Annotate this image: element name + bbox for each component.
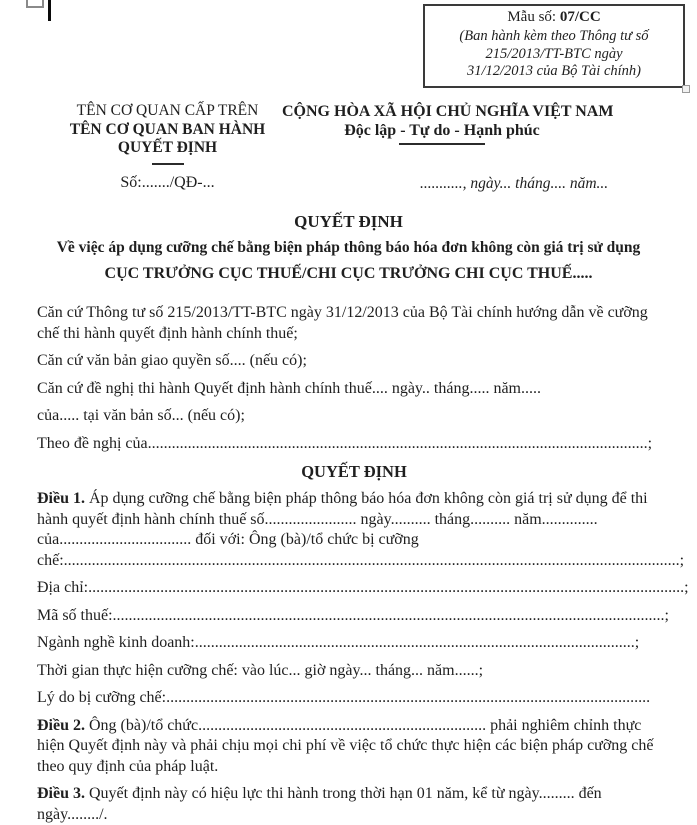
form-note xyxy=(429,28,679,81)
body-line xyxy=(37,805,671,825)
line-text: Mã số thuế:..........................................................................................................................................; xyxy=(37,607,669,624)
decision-subject: Về việc áp dụng cưỡng chế bằng biện pháp thông báo hóa đơn không còn giá trị sử dụng xyxy=(0,239,697,257)
line-text: Áp dụng cưỡng chế bằng biện pháp thông báo hóa đơn không còn giá trị sử dụng để thi xyxy=(85,490,648,507)
form-note-line: (Ban hành kèm theo Thông tư số xyxy=(429,28,679,46)
body-line xyxy=(37,716,671,737)
line-text: chế thi hành quyết định hành chính thuế; xyxy=(37,325,298,342)
article-label: Điều 3. xyxy=(37,785,85,802)
body-line xyxy=(37,688,671,709)
issuing-authority: CỤC TRƯỞNG CỤC THUẾ/CHI CỤC TRƯỞNG CHI CỤC THUẾ..... xyxy=(0,265,697,283)
body-line xyxy=(37,406,671,427)
body-line xyxy=(37,510,671,531)
body-line xyxy=(37,379,671,400)
body-line xyxy=(37,633,671,654)
line-text: Căn cứ đề nghị thi hành Quyết định hành chính thuế.... ngày.. tháng..... năm..... xyxy=(37,380,541,397)
body-line xyxy=(37,661,671,682)
line-text: của..... tại văn bản số... (nếu có); xyxy=(37,407,245,424)
line-text: Theo đề nghị của.............................................................................................................................; xyxy=(37,435,652,452)
body-line xyxy=(37,757,671,778)
header-left-block xyxy=(35,102,300,192)
org-superior-name: TÊN CƠ QUAN CẤP TRÊN xyxy=(35,102,300,121)
body-line xyxy=(37,489,671,510)
line-text: hành quyết định hành chính thuế số....................... ngày.......... tháng.......... năm.............. xyxy=(37,511,598,528)
line-text: theo quy định của pháp luật. xyxy=(37,758,218,775)
body-line xyxy=(37,784,671,805)
form-note-line: 215/2013/TT-BTC ngày xyxy=(429,46,679,64)
line-text: ngày......../. xyxy=(37,806,108,823)
body-line xyxy=(37,530,671,551)
body-line xyxy=(37,324,671,345)
line-text: Ngành nghề kinh doanh:..............................................................................................................; xyxy=(37,634,639,651)
line-text: Quyết định này có hiệu lực thi hành trong thời hạn 01 năm, kể từ ngày......... đến xyxy=(85,785,602,802)
header-divider-left xyxy=(152,163,184,165)
body-line xyxy=(37,736,671,757)
body-line xyxy=(37,578,671,599)
line-text: hiện Quyết định này và phải chịu mọi chi phí về việc tổ chức thực hiện các biện pháp cưỡng chế xyxy=(37,737,654,754)
national-header-block xyxy=(282,102,602,145)
body-line xyxy=(37,303,671,324)
form-note-line: 31/12/2013 của Bộ Tài chính) xyxy=(429,63,679,81)
national-title: CỘNG HÒA XÃ HỘI CHỦ NGHĨA VIỆT NAM xyxy=(282,102,602,121)
line-text: Địa chỉ:.....................................................................................................................................................; xyxy=(37,579,689,596)
document-body xyxy=(37,296,671,825)
title-block xyxy=(0,212,697,283)
decision-heading: QUYẾT ĐỊNH xyxy=(37,461,671,482)
body-line xyxy=(37,606,671,627)
decision-title: QUYẾT ĐỊNH xyxy=(0,212,697,232)
text-cursor xyxy=(48,0,51,21)
line-text: của................................. đối với: Ông (bà)/tổ chức bị cưỡng xyxy=(37,531,419,548)
form-number-line xyxy=(429,8,679,27)
paragraph-anchor-handle xyxy=(26,0,44,8)
org-issuer-name: TÊN CƠ QUAN BAN HÀNH xyxy=(35,121,300,140)
decision-number-line: Số:......./QĐ-... xyxy=(35,174,300,192)
line-text: Ông (bà)/tổ chức........................................................................ phải nghiêm chỉnh thực xyxy=(85,717,641,734)
form-number-label: Mẫu số: xyxy=(507,9,556,25)
place-date-line: ..........., ngày... tháng.... năm... xyxy=(420,175,608,193)
body-line xyxy=(37,551,671,572)
body-line xyxy=(37,434,671,455)
line-text: Căn cứ văn bản giao quyền số.... (nếu có); xyxy=(37,352,307,369)
line-text: Lý do bị cưỡng chế:......................................................................................................................... xyxy=(37,689,650,706)
line-text: chế:..........................................................................................................................................................; xyxy=(37,552,684,569)
line-text: Thời gian thực hiện cưỡng chế: vào lúc... giờ ngày... tháng... năm......; xyxy=(37,662,483,679)
form-number-box xyxy=(423,4,685,88)
article-label: Điều 2. xyxy=(37,717,85,734)
form-number-code: 07/CC xyxy=(560,9,601,25)
header-divider-right xyxy=(399,143,485,145)
body-line xyxy=(37,351,671,372)
article-label: Điều 1. xyxy=(37,490,85,507)
org-issuer-name-2: QUYẾT ĐỊNH xyxy=(35,139,300,158)
national-motto: Độc lập - Tự do - Hạnh phúc xyxy=(282,121,602,141)
box-resize-handle xyxy=(682,85,690,93)
line-text: Căn cứ Thông tư số 215/2013/TT-BTC ngày 31/12/2013 của Bộ Tài chính hướng dẫn về cưỡng xyxy=(37,304,648,321)
